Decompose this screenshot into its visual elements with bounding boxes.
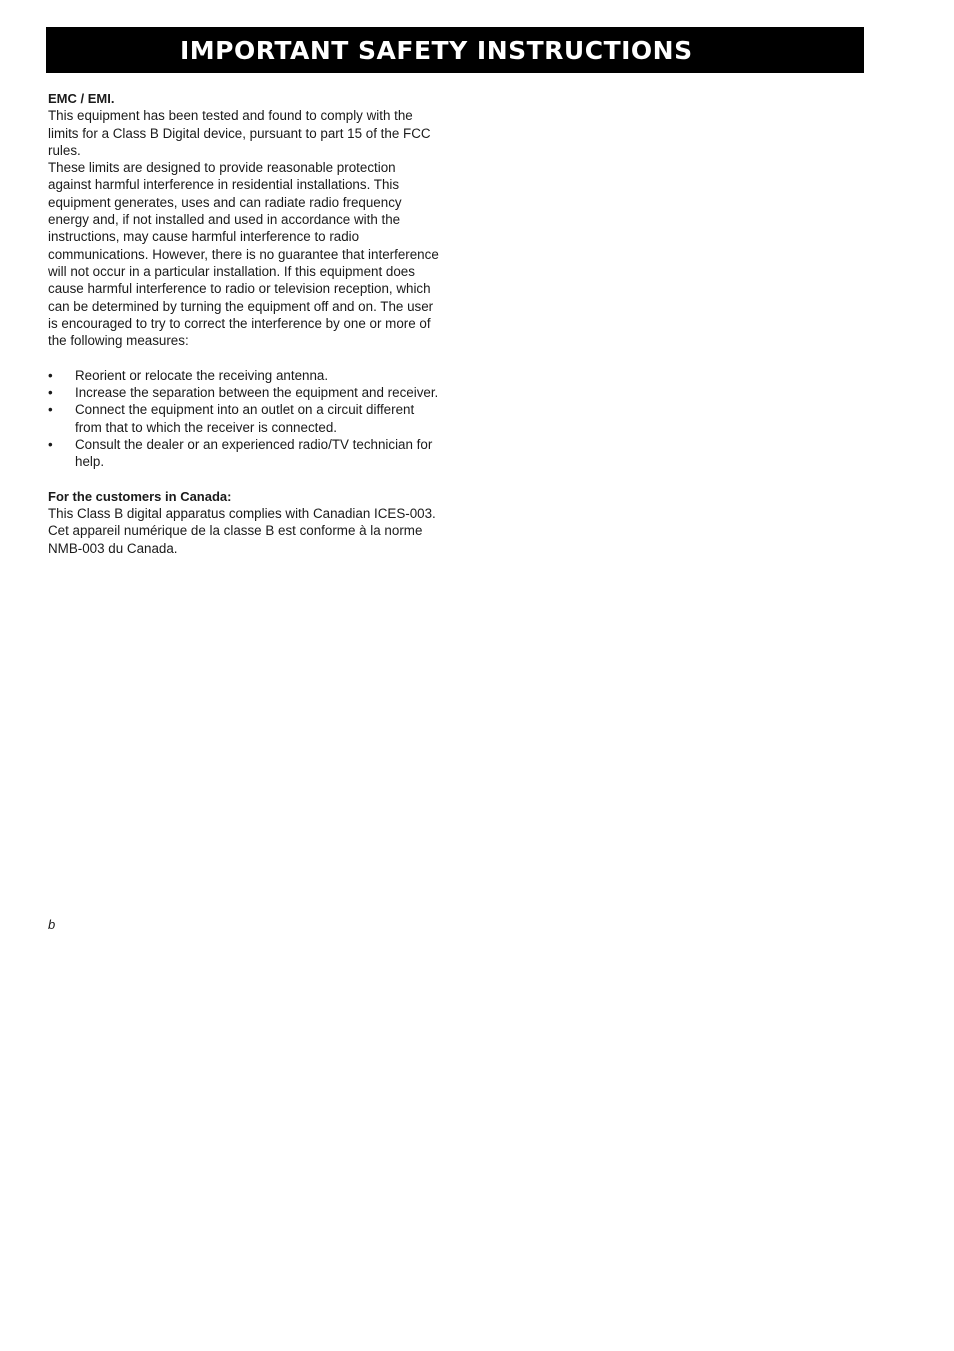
main-content [48,90,440,557]
spacer [48,349,440,366]
emc-paragraph-2: These limits are designed to provide reasonable protection against harmful interference in residential installations. This equipment generates, uses and can radiate radio frequency energy and, if not installed and used in accordance with the instructions, may cause harmful interference to radio communications. However, there is no guarantee that interference will not occur in a particular installation. If this equipment does cause harmful interference to radio or television reception, which can be determined by turning the equipment off and on. The user is encouraged to try to correct the interference by one or more of the following measures: [48,160,439,349]
canada-section [48,488,440,557]
page-title: IMPORTANT SAFETY INSTRUCTIONS [180,36,693,65]
canada-paragraph-fr: Cet appareil numérique de la classe B est conforme à la norme NMB-003 du Canada. [48,523,423,556]
spacer [48,471,440,488]
canada-paragraph-en: This Class B digital apparatus complies with Canadian ICES-003. [48,506,436,522]
list-item [48,367,440,384]
bullet-icon: • [48,367,53,383]
emc-heading: EMC / EMI. [48,91,115,106]
list-item [48,401,440,436]
list-item-text: Increase the separation between the equipment and receiver. [75,385,439,401]
emc-paragraph-1: This equipment has been tested and found to comply with the limits for a Class B Digital device, pursuant to part 15 of the FCC rules. [48,108,431,158]
list-item [48,384,440,401]
list-item-text: Connect the equipment into an outlet on a circuit different from that to which the receiver is connected. [75,402,415,435]
header-bar [46,27,864,73]
list-item [48,436,440,471]
list-item-text: Reorient or relocate the receiving antenna. [75,367,329,383]
bullet-icon: • [48,436,53,452]
emc-section [48,90,440,471]
measures-list [48,367,440,471]
page-marker: b [48,917,56,932]
bullet-icon: • [48,385,53,401]
canada-heading: For the customers in Canada: [48,488,232,504]
list-item-text: Consult the dealer or an experienced radio/TV technician for help. [75,436,433,470]
bullet-icon: • [48,402,53,418]
